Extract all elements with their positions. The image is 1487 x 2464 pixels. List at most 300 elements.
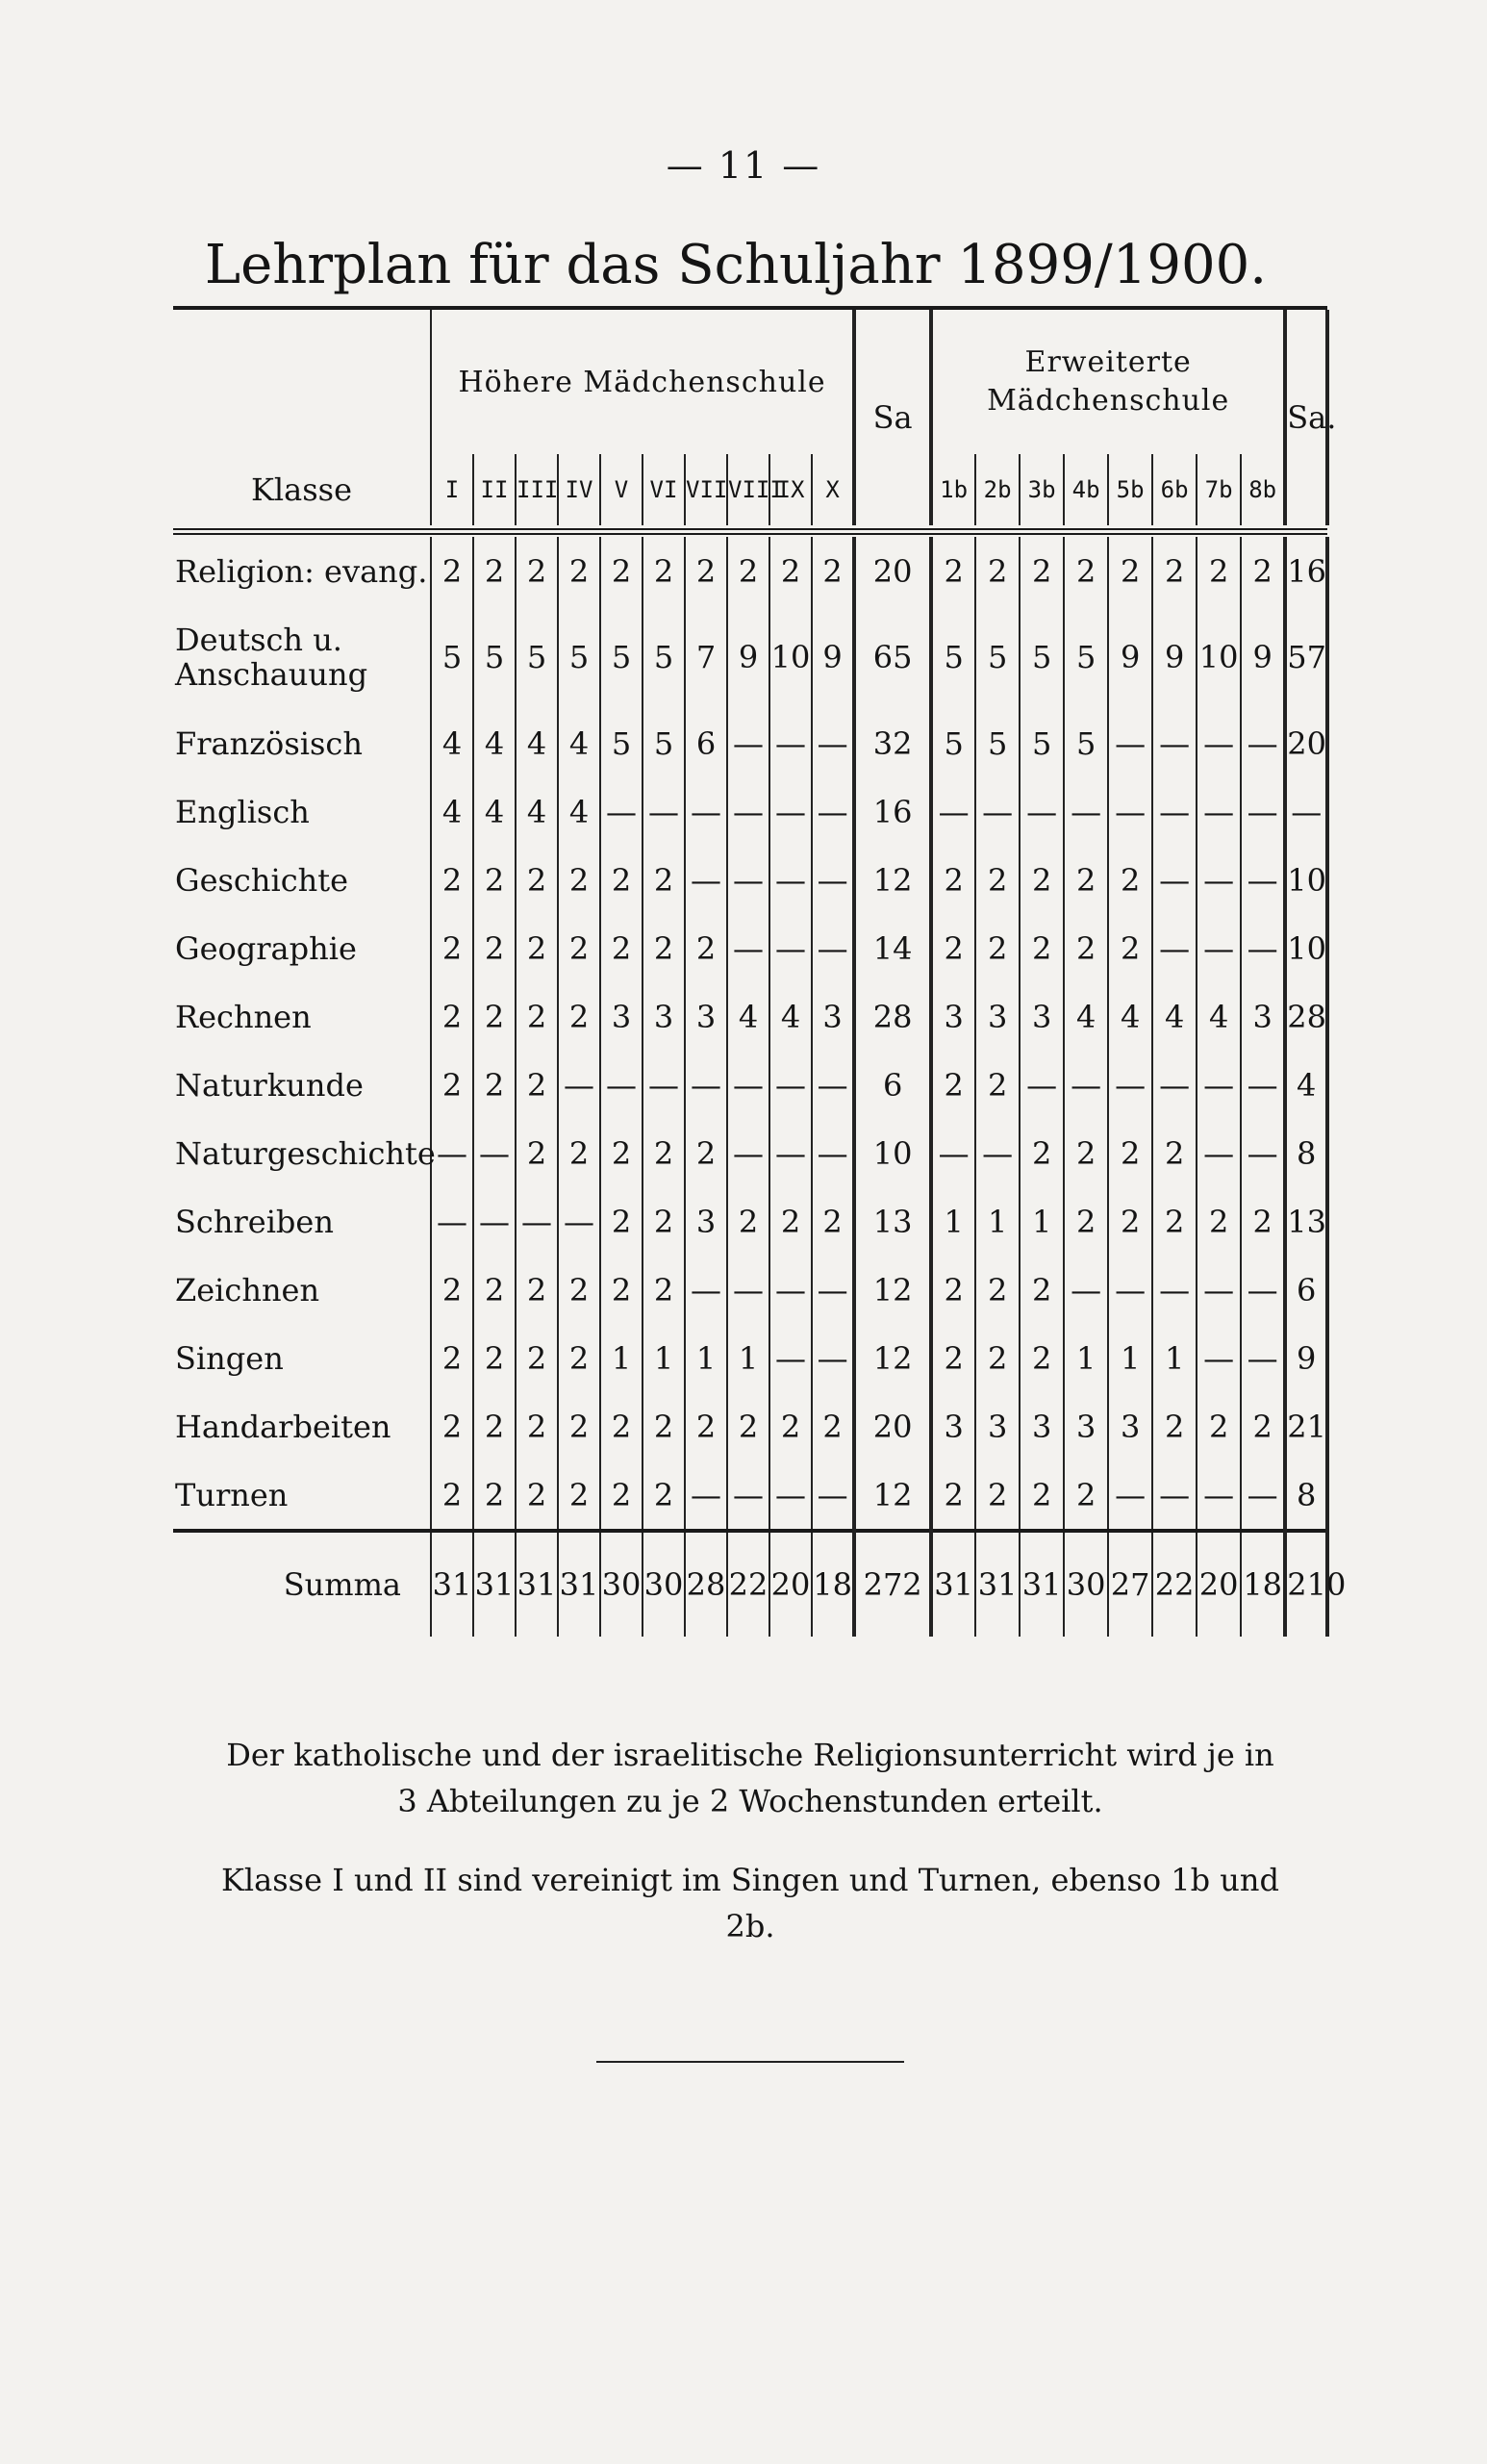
- hours-cell: 2: [975, 914, 1020, 982]
- hours-cell: 2: [1064, 914, 1108, 982]
- hours-cell: 2: [431, 1256, 473, 1324]
- hours-cell: —: [727, 777, 769, 846]
- group-hoehere-maedchenschule: Höhere Mädchenschule: [431, 310, 854, 454]
- hours-cell: —: [812, 914, 854, 982]
- hours-cell: 3: [1064, 1392, 1108, 1461]
- hours-cell: 3: [600, 982, 643, 1051]
- sum-cell-group2: 4: [1285, 1051, 1327, 1119]
- hours-cell: 2: [600, 1187, 643, 1256]
- hours-cell: 2: [431, 1051, 473, 1119]
- sum-cell-group1: 16: [854, 777, 931, 846]
- hours-cell: —: [727, 914, 769, 982]
- class-header-1b: 1b: [931, 454, 975, 525]
- hours-cell: 4: [1064, 982, 1108, 1051]
- hours-cell: —: [1241, 1324, 1285, 1392]
- summa-cell: 22: [1152, 1531, 1197, 1637]
- hours-cell: —: [1152, 1461, 1197, 1531]
- class-header-6b: 6b: [1152, 454, 1197, 525]
- hours-cell: 2: [516, 982, 558, 1051]
- header-double-rule: [173, 525, 1327, 537]
- hours-cell: 2: [769, 1392, 812, 1461]
- subject-label: Turnen: [175, 1476, 289, 1513]
- hours-cell: 2: [769, 537, 812, 605]
- hours-cell: —: [1152, 709, 1197, 777]
- hours-cell: 2: [558, 1119, 600, 1187]
- hours-cell: 2: [1064, 537, 1108, 605]
- table-row: [173, 709, 1327, 777]
- hours-cell: —: [1108, 1051, 1152, 1119]
- hours-cell: —: [1197, 1256, 1241, 1324]
- hours-cell: 9: [727, 605, 769, 709]
- class-header-VIII: VIII: [727, 454, 769, 525]
- hours-cell: 2: [1020, 846, 1064, 914]
- class-header-IX: IX: [769, 454, 812, 525]
- hours-cell: —: [685, 777, 727, 846]
- hours-cell: —: [975, 1119, 1020, 1187]
- hours-cell: 5: [600, 709, 643, 777]
- bottom-rule: [596, 2061, 904, 2063]
- class-header-VI: VI: [643, 454, 685, 525]
- hours-cell: 2: [1241, 1187, 1285, 1256]
- table-row: [173, 1119, 1327, 1187]
- summa-cell: 18: [812, 1531, 854, 1637]
- hours-cell: 2: [931, 914, 975, 982]
- hours-cell: 5: [931, 605, 975, 709]
- hours-cell: —: [769, 1051, 812, 1119]
- summa-cell: 18: [1241, 1531, 1285, 1637]
- hours-cell: 2: [1020, 1256, 1064, 1324]
- hours-cell: 2: [1020, 1461, 1064, 1531]
- hours-cell: 2: [685, 914, 727, 982]
- hours-cell: —: [727, 1256, 769, 1324]
- hours-cell: —: [727, 1461, 769, 1531]
- sum-cell-group1: 12: [854, 1256, 931, 1324]
- table-header: [173, 310, 1337, 537]
- hours-cell: 2: [1064, 846, 1108, 914]
- hours-cell: 4: [431, 777, 473, 846]
- hours-cell: 2: [769, 1187, 812, 1256]
- hours-cell: —: [812, 709, 854, 777]
- sum-cell-group2: 10: [1285, 914, 1327, 982]
- class-header-I: I: [431, 454, 473, 525]
- hours-cell: 2: [643, 914, 685, 982]
- hours-cell: —: [1197, 1324, 1241, 1392]
- sum-cell-group2: 10: [1285, 846, 1327, 914]
- hours-cell: 2: [558, 1324, 600, 1392]
- hours-cell: 5: [1064, 605, 1108, 709]
- hours-cell: —: [1108, 777, 1152, 846]
- table-row: [173, 537, 1327, 605]
- hours-cell: 9: [1108, 605, 1152, 709]
- sum-cell-group2: —: [1285, 777, 1327, 846]
- hours-cell: 2: [431, 537, 473, 605]
- table-row: [173, 914, 1327, 982]
- hours-cell: 2: [473, 982, 516, 1051]
- hours-cell: 2: [1241, 537, 1285, 605]
- hours-cell: —: [516, 1187, 558, 1256]
- hours-cell: —: [600, 1051, 643, 1119]
- hours-cell: 2: [600, 1119, 643, 1187]
- subject-label: Zeichnen: [175, 1271, 320, 1308]
- hours-cell: 2: [1064, 1119, 1108, 1187]
- sum-cell-group1: 12: [854, 1461, 931, 1531]
- hours-cell: 2: [643, 1119, 685, 1187]
- subject-label: Religion: evang.: [175, 552, 428, 590]
- summa-label: Summa: [173, 1531, 431, 1637]
- hours-cell: 5: [1064, 709, 1108, 777]
- hours-cell: —: [769, 1461, 812, 1531]
- hours-cell: 2: [431, 1324, 473, 1392]
- hours-cell: 2: [473, 1324, 516, 1392]
- hours-cell: 2: [643, 537, 685, 605]
- hours-cell: —: [769, 1119, 812, 1187]
- hours-cell: 4: [431, 709, 473, 777]
- sum-cell-group1: 10: [854, 1119, 931, 1187]
- summa-cell: 20: [1197, 1531, 1241, 1637]
- hours-cell: 2: [685, 1119, 727, 1187]
- hours-cell: —: [812, 1324, 854, 1392]
- subject-label: Schreiben: [175, 1203, 334, 1240]
- hours-cell: 2: [1241, 1392, 1285, 1461]
- hours-cell: 2: [975, 1256, 1020, 1324]
- class-header-VII: VII: [685, 454, 727, 525]
- hours-cell: 1: [727, 1324, 769, 1392]
- subject-label: Naturgeschichte: [175, 1134, 436, 1172]
- hours-cell: —: [1108, 709, 1152, 777]
- hours-cell: 3: [1108, 1392, 1152, 1461]
- subject-label: Französisch: [175, 724, 363, 762]
- hours-cell: 2: [516, 1119, 558, 1187]
- hours-cell: —: [975, 777, 1020, 846]
- hours-cell: —: [1241, 709, 1285, 777]
- hours-cell: 3: [1020, 982, 1064, 1051]
- hours-cell: 1: [685, 1324, 727, 1392]
- hours-cell: 3: [975, 982, 1020, 1051]
- hours-cell: 2: [473, 1461, 516, 1531]
- hours-cell: 1: [1064, 1324, 1108, 1392]
- hours-cell: 10: [1197, 605, 1241, 709]
- hours-cell: 2: [1020, 1324, 1064, 1392]
- hours-cell: 7: [685, 605, 727, 709]
- hours-cell: —: [769, 846, 812, 914]
- lesson-plan-grid: [173, 310, 1347, 1637]
- hours-cell: 2: [1152, 1119, 1197, 1187]
- hours-cell: 5: [1020, 605, 1064, 709]
- hours-cell: —: [1241, 846, 1285, 914]
- sum-cell-group1: 12: [854, 846, 931, 914]
- hours-cell: —: [685, 1256, 727, 1324]
- hours-cell: 2: [1152, 1392, 1197, 1461]
- hours-cell: 2: [812, 1392, 854, 1461]
- hours-cell: 2: [473, 1051, 516, 1119]
- hours-cell: —: [600, 777, 643, 846]
- hours-cell: 2: [812, 1187, 854, 1256]
- hours-cell: 5: [643, 605, 685, 709]
- table-row: [173, 1392, 1327, 1461]
- lesson-plan-table: [173, 306, 1347, 1637]
- table-row: [173, 605, 1327, 709]
- hours-cell: 2: [1152, 1187, 1197, 1256]
- hours-cell: —: [558, 1051, 600, 1119]
- hours-cell: —: [812, 1461, 854, 1531]
- hours-cell: 3: [812, 982, 854, 1051]
- hours-cell: 2: [685, 537, 727, 605]
- hours-cell: 2: [1064, 1461, 1108, 1531]
- class-header-3b: 3b: [1020, 454, 1064, 525]
- hours-cell: 2: [1108, 846, 1152, 914]
- summa-cell: 30: [643, 1531, 685, 1637]
- hours-cell: 2: [1197, 1392, 1241, 1461]
- hours-cell: 2: [931, 1461, 975, 1531]
- hours-cell: —: [769, 777, 812, 846]
- hours-cell: —: [1241, 1051, 1285, 1119]
- hours-cell: —: [1241, 1256, 1285, 1324]
- hours-cell: 9: [1152, 605, 1197, 709]
- hours-cell: 5: [516, 605, 558, 709]
- hours-cell: —: [1241, 777, 1285, 846]
- hours-cell: —: [812, 846, 854, 914]
- hours-cell: —: [685, 846, 727, 914]
- sum-cell-group2: 57: [1285, 605, 1327, 709]
- hours-cell: 2: [600, 537, 643, 605]
- hours-cell: 2: [558, 914, 600, 982]
- summa-cell: 31: [931, 1531, 975, 1637]
- hours-cell: 2: [1108, 914, 1152, 982]
- class-header-7b: 7b: [1197, 454, 1241, 525]
- hours-cell: —: [1152, 1256, 1197, 1324]
- subject-label: Deutsch u. Anschauung: [175, 622, 368, 693]
- class-header-IV: IV: [558, 454, 600, 525]
- sum-cell-group2: 21: [1285, 1392, 1327, 1461]
- hours-cell: 2: [975, 1461, 1020, 1531]
- hours-cell: 2: [1108, 537, 1152, 605]
- class-header-III: III: [516, 454, 558, 525]
- hours-cell: 2: [1020, 914, 1064, 982]
- sum-cell-group1: 65: [854, 605, 931, 709]
- sum-cell-group2: 28: [1285, 982, 1327, 1051]
- hours-cell: 2: [431, 1392, 473, 1461]
- hours-cell: —: [931, 777, 975, 846]
- note-religion: Der katholische und der israelitische Religionsunterricht wird je in 3 Abteilungen zu je 2 Wochenstunden erteilt.: [226, 1737, 1274, 1819]
- hours-cell: 1: [1020, 1187, 1064, 1256]
- hours-cell: 2: [1064, 1187, 1108, 1256]
- sum-cell-group2: 13: [1285, 1187, 1327, 1256]
- hours-cell: 2: [812, 537, 854, 605]
- hours-cell: 2: [1197, 1187, 1241, 1256]
- hours-cell: —: [727, 709, 769, 777]
- class-header-4b: 4b: [1064, 454, 1108, 525]
- hours-cell: 2: [600, 1392, 643, 1461]
- hours-cell: 9: [1241, 605, 1285, 709]
- hours-cell: 1: [975, 1187, 1020, 1256]
- hours-cell: —: [431, 1187, 473, 1256]
- hours-cell: —: [727, 1119, 769, 1187]
- hours-cell: —: [1241, 1119, 1285, 1187]
- hours-cell: 2: [1197, 537, 1241, 605]
- hours-cell: 2: [643, 846, 685, 914]
- hours-cell: 2: [1108, 1187, 1152, 1256]
- sum-cell-group1: 20: [854, 537, 931, 605]
- hours-cell: 2: [473, 537, 516, 605]
- hours-cell: 5: [975, 605, 1020, 709]
- hours-cell: 4: [473, 709, 516, 777]
- hours-cell: 2: [516, 1392, 558, 1461]
- subject-label: Handarbeiten: [175, 1408, 391, 1445]
- hours-cell: 2: [431, 1461, 473, 1531]
- page-number: — 11 —: [666, 144, 821, 187]
- hours-cell: 2: [643, 1256, 685, 1324]
- table-row: [173, 1187, 1327, 1256]
- hours-cell: —: [769, 709, 812, 777]
- header-separator-row: [173, 525, 1327, 537]
- hours-cell: 2: [516, 914, 558, 982]
- sum-cell-group1: 6: [854, 1051, 931, 1119]
- hours-cell: 4: [727, 982, 769, 1051]
- table-row: [173, 777, 1327, 846]
- hours-cell: —: [473, 1119, 516, 1187]
- hours-cell: 3: [685, 982, 727, 1051]
- hours-cell: —: [1152, 1051, 1197, 1119]
- hours-cell: 2: [685, 1392, 727, 1461]
- table-row: [173, 846, 1327, 914]
- hours-cell: 3: [643, 982, 685, 1051]
- hours-cell: 1: [1152, 1324, 1197, 1392]
- hours-cell: 2: [473, 914, 516, 982]
- hours-cell: 9: [812, 605, 854, 709]
- hours-cell: 2: [558, 1256, 600, 1324]
- hours-cell: 5: [558, 605, 600, 709]
- hours-cell: 3: [685, 1187, 727, 1256]
- hours-cell: —: [812, 1051, 854, 1119]
- hours-cell: 2: [558, 1392, 600, 1461]
- hours-cell: 2: [643, 1392, 685, 1461]
- hours-cell: 2: [516, 1051, 558, 1119]
- hours-cell: 10: [769, 605, 812, 709]
- hours-cell: —: [1197, 1119, 1241, 1187]
- summa-cell: 30: [1064, 1531, 1108, 1637]
- hours-cell: 2: [558, 1461, 600, 1531]
- hours-cell: —: [1064, 777, 1108, 846]
- hours-cell: —: [812, 777, 854, 846]
- hours-cell: —: [812, 1119, 854, 1187]
- hours-cell: 3: [1020, 1392, 1064, 1461]
- summa-cell: 20: [769, 1531, 812, 1637]
- hours-cell: 1: [1108, 1324, 1152, 1392]
- hours-cell: —: [643, 1051, 685, 1119]
- hours-cell: 4: [1152, 982, 1197, 1051]
- hours-cell: —: [1197, 777, 1241, 846]
- hours-cell: —: [769, 914, 812, 982]
- table-body: [173, 537, 1347, 1637]
- table-row: [173, 1461, 1327, 1531]
- hours-cell: 2: [975, 1051, 1020, 1119]
- hours-cell: 4: [473, 777, 516, 846]
- hours-cell: —: [473, 1187, 516, 1256]
- summa-total-group2: 210: [1285, 1531, 1327, 1637]
- hours-cell: 2: [1108, 1119, 1152, 1187]
- hours-cell: —: [1020, 777, 1064, 846]
- hours-cell: —: [1108, 1461, 1152, 1531]
- hours-cell: 1: [643, 1324, 685, 1392]
- hours-cell: —: [643, 777, 685, 846]
- hours-cell: 2: [558, 537, 600, 605]
- note-combined-classes: Klasse I und II sind vereinigt im Singen und Turnen, ebenso 1b und 2b.: [221, 1862, 1279, 1944]
- hours-cell: 2: [975, 1324, 1020, 1392]
- summa-cell: 31: [558, 1531, 600, 1637]
- summa-total-group1: 272: [854, 1531, 931, 1637]
- sum-cell-group1: 12: [854, 1324, 931, 1392]
- hours-cell: 2: [931, 537, 975, 605]
- table-row: [173, 1051, 1327, 1119]
- sum-cell-group2: 8: [1285, 1461, 1327, 1531]
- class-header-X: X: [812, 454, 854, 525]
- summa-cell: 31: [1020, 1531, 1064, 1637]
- summa-cell: 31: [431, 1531, 473, 1637]
- hours-cell: 2: [431, 846, 473, 914]
- class-header-II: II: [473, 454, 516, 525]
- hours-cell: —: [1197, 914, 1241, 982]
- hours-cell: —: [727, 846, 769, 914]
- double-rule: [173, 528, 1327, 535]
- subject-label: Geographie: [175, 929, 357, 967]
- subject-label: Englisch: [175, 793, 310, 830]
- hours-cell: —: [558, 1187, 600, 1256]
- table-row: [173, 982, 1327, 1051]
- hours-cell: —: [1064, 1051, 1108, 1119]
- hours-cell: 4: [1197, 982, 1241, 1051]
- hours-cell: —: [812, 1256, 854, 1324]
- hours-cell: 2: [975, 846, 1020, 914]
- hours-cell: 2: [931, 1324, 975, 1392]
- summa-cell: 31: [473, 1531, 516, 1637]
- hours-cell: —: [727, 1051, 769, 1119]
- sum-cell-group1: 14: [854, 914, 931, 982]
- hours-cell: 2: [1020, 537, 1064, 605]
- hours-cell: —: [1152, 777, 1197, 846]
- hours-cell: 3: [931, 982, 975, 1051]
- hours-cell: 2: [727, 1187, 769, 1256]
- hours-cell: 6: [685, 709, 727, 777]
- class-header-V: V: [600, 454, 643, 525]
- hours-cell: 4: [558, 709, 600, 777]
- summa-cell: 30: [600, 1531, 643, 1637]
- subject-label: Geschichte: [175, 861, 349, 899]
- hours-cell: 2: [600, 1256, 643, 1324]
- hours-cell: 1: [931, 1187, 975, 1256]
- hours-cell: —: [1241, 1461, 1285, 1531]
- subject-label: Singen: [175, 1339, 284, 1377]
- class-header-2b: 2b: [975, 454, 1020, 525]
- hours-cell: —: [1197, 1051, 1241, 1119]
- hours-cell: 4: [1108, 982, 1152, 1051]
- hours-cell: 3: [931, 1392, 975, 1461]
- summa-cell: 31: [975, 1531, 1020, 1637]
- hours-cell: 5: [431, 605, 473, 709]
- hours-cell: 2: [516, 1256, 558, 1324]
- sum-cell-group2: 6: [1285, 1256, 1327, 1324]
- hours-cell: —: [1152, 846, 1197, 914]
- page-title: Lehrplan für das Schuljahr 1899/1900.: [204, 234, 1268, 296]
- hours-cell: —: [1197, 709, 1241, 777]
- sum-cell-group2: 9: [1285, 1324, 1327, 1392]
- hours-cell: 4: [558, 777, 600, 846]
- hours-cell: 2: [600, 846, 643, 914]
- table-row: [173, 1256, 1327, 1324]
- hours-cell: 4: [516, 777, 558, 846]
- sum-cell-group1: 20: [854, 1392, 931, 1461]
- hours-cell: 4: [516, 709, 558, 777]
- hours-cell: 3: [975, 1392, 1020, 1461]
